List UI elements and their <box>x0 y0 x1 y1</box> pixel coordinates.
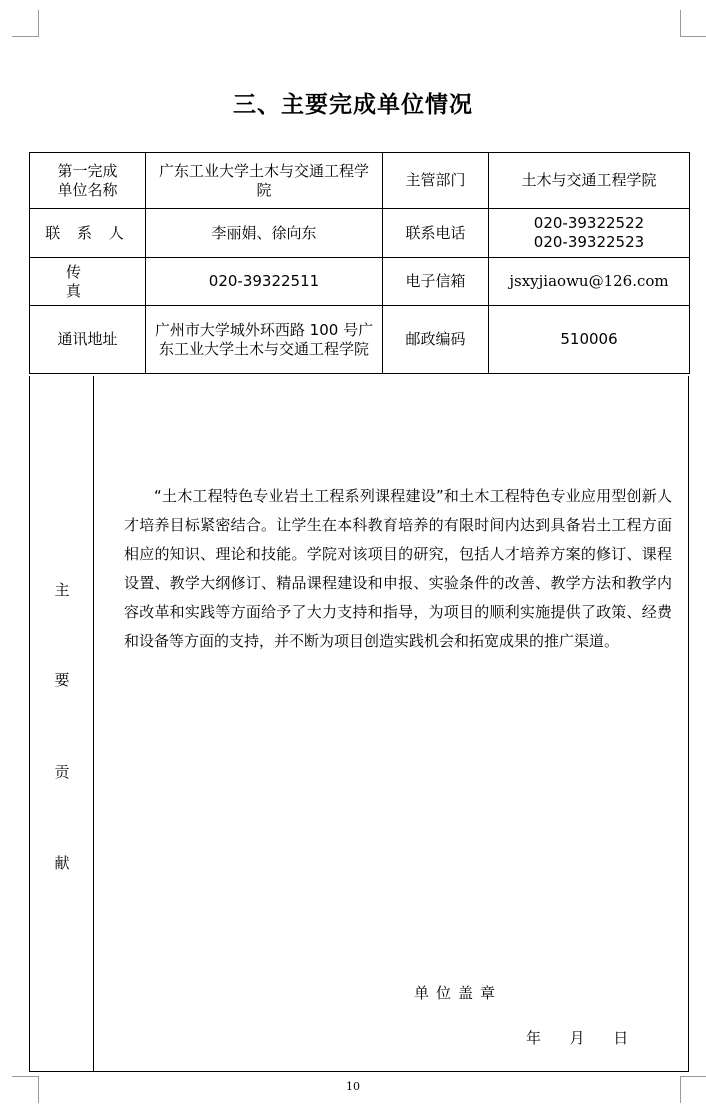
phone-value <box>489 209 690 258</box>
page-number: 10 <box>346 1080 360 1093</box>
unit-info-table <box>29 152 690 374</box>
seal-label: 单位盖章 <box>414 984 503 1002</box>
contact-value: 李丽娟、徐向东 <box>146 209 383 258</box>
page-title: 三、主要完成单位情况 <box>233 91 473 118</box>
crop-mark-top-right <box>680 10 706 37</box>
date-line: 年 月 日 <box>526 1029 629 1047</box>
fax-label: 传 真 <box>30 258 146 306</box>
contribution-text: “土木工程特色专业岩土工程系列课程建设”和土木工程特色专业应用型创新人才培养目标紧密结合。让学生在本科教育培养的有限时间内达到具备岩土工程方面相应的知识、理论和技能。学院对该项目的研究，包括人才培养方案的修订、课程设置、教学大纲修订、精品课程建设和申报、实验条件的改善、教学方法和教学内容改革和实践等方面给予了大力支持和指导，为项目的顺利实施提供了政策、经费和设备等方面的支持，并不断为项目创造实践机会和拓宽成果的推广渠道。 <box>124 487 672 650</box>
address-label: 通讯地址 <box>30 306 146 374</box>
contribution-label-char: 献 <box>54 854 70 872</box>
email-label: 电子信箱 <box>383 258 489 306</box>
contribution-section <box>29 376 689 1072</box>
contact-label: 联 系 人 <box>30 209 146 258</box>
postcode-label: 邮政编码 <box>383 306 489 374</box>
phone-value-2: 020-39322523 <box>533 233 645 251</box>
phone-value-1: 020-39322522 <box>533 214 645 232</box>
dept-value: 土木与交通工程学院 <box>489 153 690 209</box>
contribution-label-char: 要 <box>54 671 70 689</box>
phone-label: 联系电话 <box>383 209 489 258</box>
table-row <box>30 258 690 306</box>
table-row <box>30 209 690 258</box>
contribution-label-char: 主 <box>54 581 70 599</box>
dept-label: 主管部门 <box>383 153 489 209</box>
address-value: 广州市大学城外环西路 100 号广东工业大学土木与交通工程学院 <box>146 306 383 374</box>
fax-value: 020-39322511 <box>146 258 383 306</box>
contribution-label-char: 贡 <box>54 763 70 781</box>
email-value: jsxyjiaowu@126.com <box>489 258 690 306</box>
postcode-value: 510006 <box>489 306 690 374</box>
table-row <box>30 153 690 209</box>
unit-name-value: 广东工业大学土木与交通工程学院 <box>146 153 383 209</box>
contribution-label-column <box>30 376 94 1071</box>
crop-mark-top-left <box>12 10 39 37</box>
unit-name-label: 第一完成 单位名称 <box>30 153 146 209</box>
table-row <box>30 306 690 374</box>
